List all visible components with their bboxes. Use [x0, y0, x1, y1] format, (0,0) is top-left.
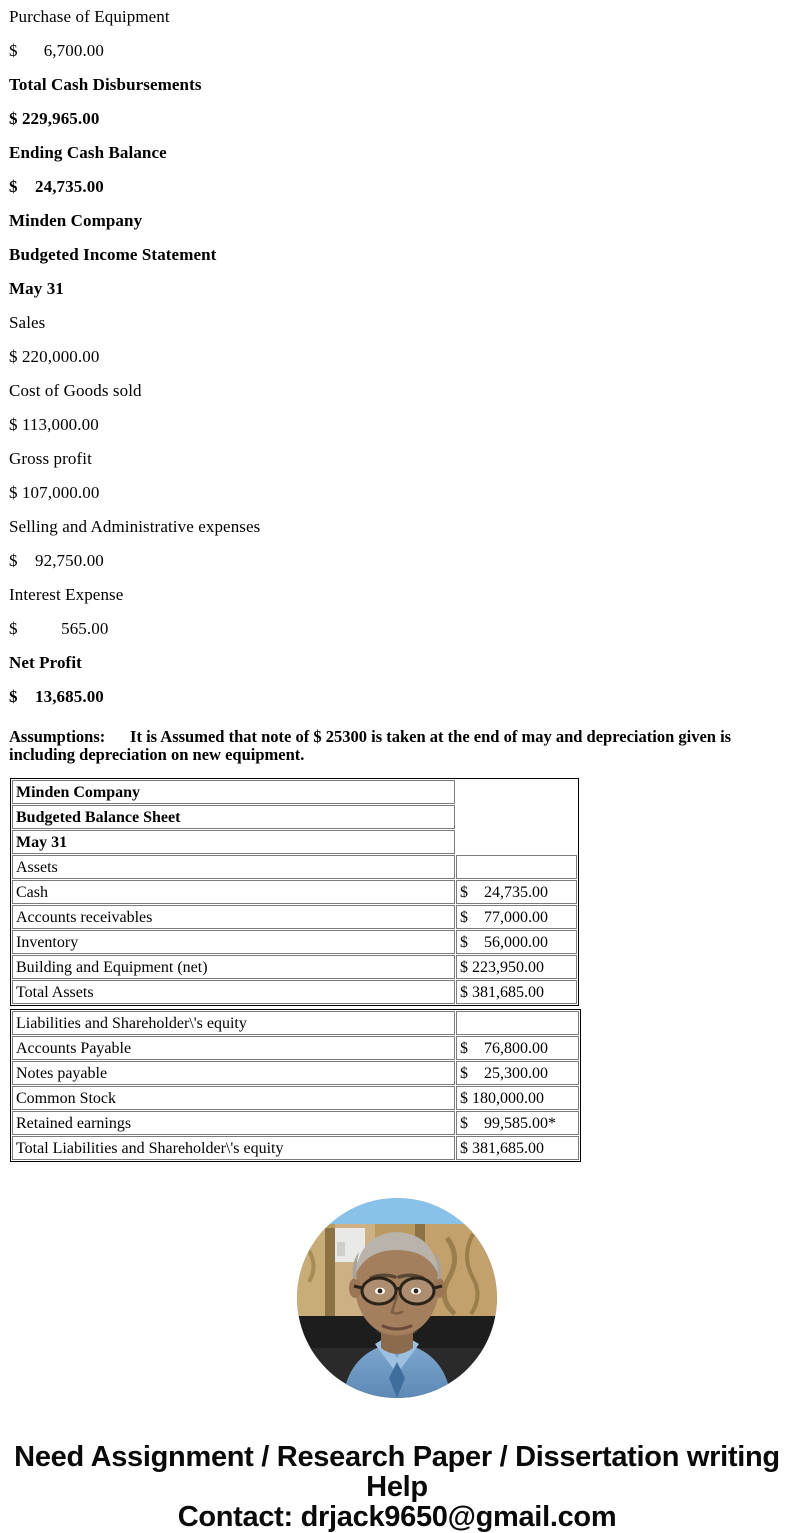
- statement-line: $ 220,000.00: [9, 347, 100, 366]
- table-row: [12, 855, 577, 879]
- balance-sheet-label-cell: Liabilities and Shareholder\'s equity: [12, 1011, 455, 1035]
- statement-line: Total Cash Disbursements: [9, 75, 202, 94]
- balance-sheet-label-cell: May 31: [12, 830, 455, 854]
- balance-sheet-label-cell: Assets: [12, 855, 455, 879]
- balance-sheet-label-cell: Total Assets: [12, 980, 455, 1004]
- table-row: [12, 980, 577, 1004]
- table-row: [12, 905, 577, 929]
- table-row: [12, 830, 577, 854]
- balance-sheet-label-cell: Notes payable: [12, 1061, 455, 1085]
- promo-text: [0, 1442, 794, 1532]
- statement-line: $ 92,750.00: [9, 551, 104, 570]
- table-row: [12, 955, 577, 979]
- balance-sheet-label-cell: Retained earnings: [12, 1111, 455, 1135]
- promo-line-1: Need Assignment / Research Paper / Dissertation writing Help: [14, 1441, 780, 1503]
- table-row: [12, 1111, 579, 1135]
- statement-line: Budgeted Income Statement: [9, 245, 217, 264]
- balance-sheet-label-cell: Inventory: [12, 930, 455, 954]
- cash-budget-section: [0, 0, 794, 204]
- table-row: [12, 930, 577, 954]
- budgeted-income-statement-section: [0, 204, 794, 714]
- statement-line: $ 24,735.00: [9, 177, 104, 196]
- balance-sheet-amount-cell: $ 24,735.00: [456, 880, 577, 904]
- table-row: [12, 1061, 579, 1085]
- statement-line: Purchase of Equipment: [9, 7, 170, 26]
- balance-sheet-amount-cell: [456, 805, 577, 829]
- statement-line: $ 107,000.00: [9, 483, 100, 502]
- balance-sheet-liabilities-table: [10, 1009, 581, 1162]
- balance-sheet-label-cell: Accounts Payable: [12, 1036, 455, 1060]
- statement-line: $ 229,965.00: [9, 109, 100, 128]
- balance-sheet-label-cell: Total Liabilities and Shareholder\'s equity: [12, 1136, 455, 1160]
- balance-sheet-label-cell: Common Stock: [12, 1086, 455, 1110]
- table-row: [12, 880, 577, 904]
- statement-line: Sales: [9, 313, 46, 332]
- balance-sheet-amount-cell: $ 56,000.00: [456, 930, 577, 954]
- table-row: [12, 1086, 579, 1110]
- table-row: [12, 1136, 579, 1160]
- balance-sheet-amount-cell: [456, 1011, 579, 1035]
- avatar-row: [0, 1192, 794, 1398]
- balance-sheet-label-cell: Budgeted Balance Sheet: [12, 805, 455, 829]
- assumptions-paragraph: Assumptions: It is Assumed that note of $ 25300 is taken at the end of may and depreciation given is including depreciation on new equipment.: [9, 727, 736, 764]
- balance-sheet-amount-cell: $ 381,685.00: [456, 980, 577, 1004]
- statement-line: $ 565.00: [9, 619, 109, 638]
- statement-line: Minden Company: [9, 211, 143, 230]
- balance-sheet-amount-cell: [456, 830, 577, 854]
- balance-sheet-amount-cell: [456, 780, 577, 804]
- balance-sheet-label-cell: Minden Company: [12, 780, 455, 804]
- statement-line: Net Profit: [9, 653, 82, 672]
- balance-sheet-amount-cell: $ 180,000.00: [456, 1086, 579, 1110]
- statement-line: Gross profit: [9, 449, 92, 468]
- statement-line: Ending Cash Balance: [9, 143, 167, 162]
- table-row: [12, 1036, 579, 1060]
- balance-sheet-assets-table: [10, 778, 579, 1006]
- portrait-photo-icon: [297, 1198, 497, 1398]
- promo-line-2: Contact: drjack9650@gmail.com: [177, 1501, 617, 1533]
- balance-sheet-amount-cell: $ 77,000.00: [456, 905, 577, 929]
- table-row: [12, 805, 577, 829]
- statement-line: May 31: [9, 279, 64, 298]
- balance-sheet-amount-cell: $ 99,585.00*: [456, 1111, 579, 1135]
- table-row: [12, 1011, 579, 1035]
- statement-line: Selling and Administrative expenses: [9, 517, 261, 536]
- statement-line: $ 6,700.00: [9, 41, 104, 60]
- balance-sheet-amount-cell: $ 381,685.00: [456, 1136, 579, 1160]
- balance-sheet-amount-cell: $ 76,800.00: [456, 1036, 579, 1060]
- budgeted-balance-sheet: [10, 778, 570, 1162]
- table-row: [12, 780, 577, 804]
- balance-sheet-amount-cell: [456, 855, 577, 879]
- statement-line: Cost of Goods sold: [9, 381, 142, 400]
- statement-line: $ 113,000.00: [9, 415, 99, 434]
- balance-sheet-amount-cell: $ 223,950.00: [456, 955, 577, 979]
- balance-sheet-amount-cell: $ 25,300.00: [456, 1061, 579, 1085]
- statement-line: Interest Expense: [9, 585, 124, 604]
- balance-sheet-label-cell: Building and Equipment (net): [12, 955, 455, 979]
- statement-line: $ 13,685.00: [9, 687, 104, 706]
- avatar: [297, 1198, 497, 1398]
- balance-sheet-label-cell: Cash: [12, 880, 455, 904]
- balance-sheet-label-cell: Accounts receivables: [12, 905, 455, 929]
